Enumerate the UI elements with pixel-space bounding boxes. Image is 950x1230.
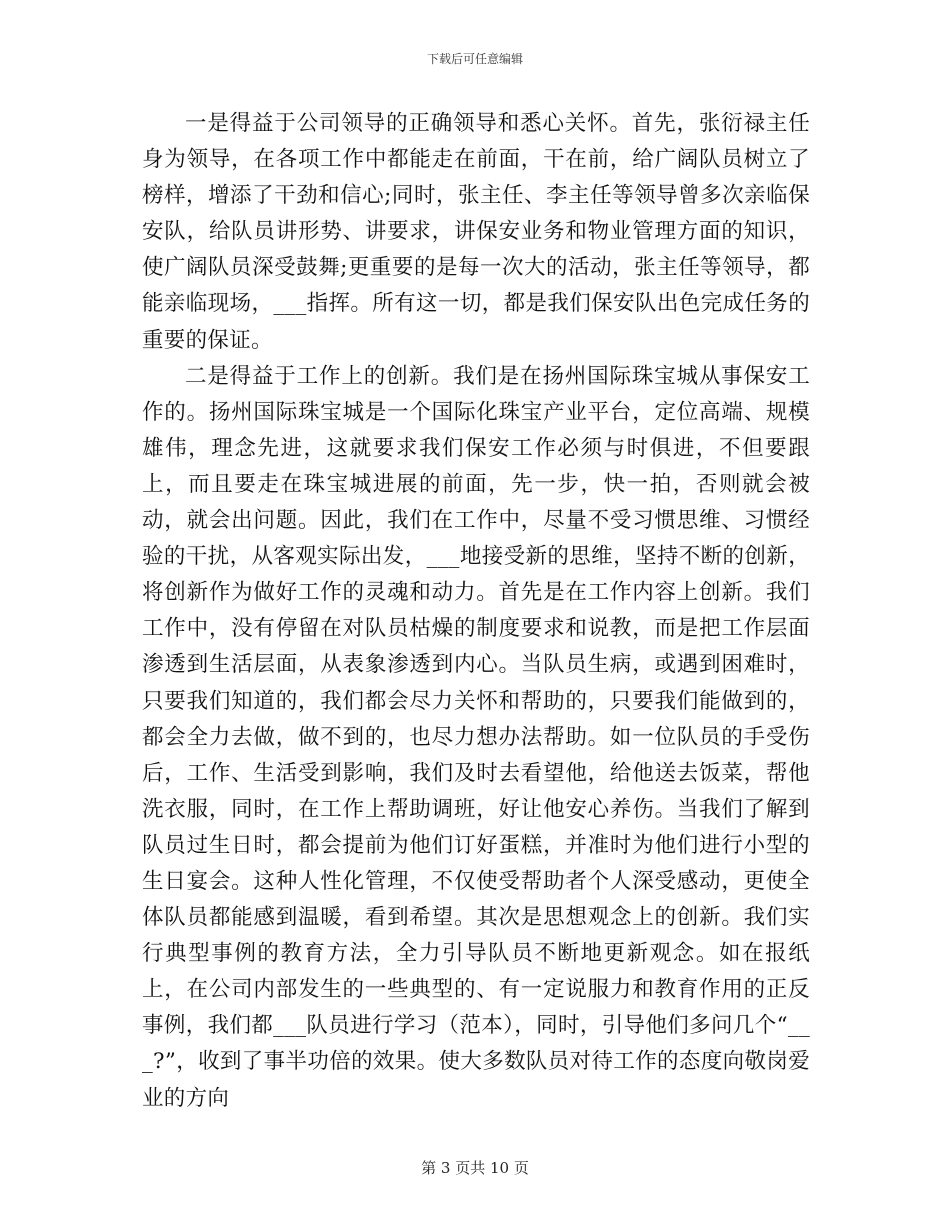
page-header: 下载后可任意编辑: [426, 52, 523, 66]
page-number: 第 3 页共 10 页: [421, 1159, 529, 1177]
document-body: [142, 106, 810, 1117]
paragraph-innovation: 二是得益于工作上的创新。我们是在扬州国际珠宝城从事保安工作的。扬州国际珠宝城是一个国际化珠宝产业平台，定位高端、规模雄伟，理念先进，这就要求我们保安工作必须与时俱进，不但要跟上，而且要走在珠宝城进展的前面，先一步，快一拍，否则就会被动，就会出问题。因此，我们在工作中，尽量不受习惯思维、习惯经验的干扰，从客观实际出发，___地接受新的思维，坚持不断的创新，将创新作为做好工作的灵魂和动力。首先是在工作内容上创新。我们工作中，没有停留在对队员枯燥的制度要求和说教，而是把工作层面渗透到生活层面，从表象渗透到内心。当队员生病，或遇到困难时，只要我们知道的，我们都会尽力关怀和帮助的，只要我们能做到的，都会全力去做，做不到的，也尽力想办法帮助。如一位队员的手受伤后，工作、生活受到影响，我们及时去看望他，给他送去饭菜，帮他洗衣服，同时，在工作上帮助调班，好让他安心养伤。当我们了解到队员过生日时，都会提前为他们订好蛋糕，并准时为他们进行小型的生日宴会。这种人性化管理，不仅使受帮助者个人深受感动，更使全体队员都能感到温暖，看到希望。其次是思想观念上的创新。我们实行典型事例的教育方法，全力引导队员不断地更新观念。如在报纸上，在公司内部发生的一些典型的、有一定说服力和教育作用的正反事例，我们都___队员进行学习（范本），同时，引导他们多问几个“___?”，收到了事半功倍的效果。使大多数队员对待工作的态度向敬岗爱业的方向: [142, 363, 810, 1111]
paragraph-leadership: 一是得益于公司领导的正确领导和悉心关怀。首先，张衍禄主任身为领导，在各项工作中都能走在前面，干在前，给广阔队员树立了榜样，增添了干劲和信心;同时，张主任、李主任等领导曾多次亲临保安队，给队员讲形势、讲要求，讲保安业务和物业管理方面的知识，使广阔队员深受鼓舞;更重要的是每一次大的活动，张主任等领导，都能亲临现场，___指挥。所有这一切，都是我们保安队出色完成任务的重要的保证。: [142, 111, 810, 353]
